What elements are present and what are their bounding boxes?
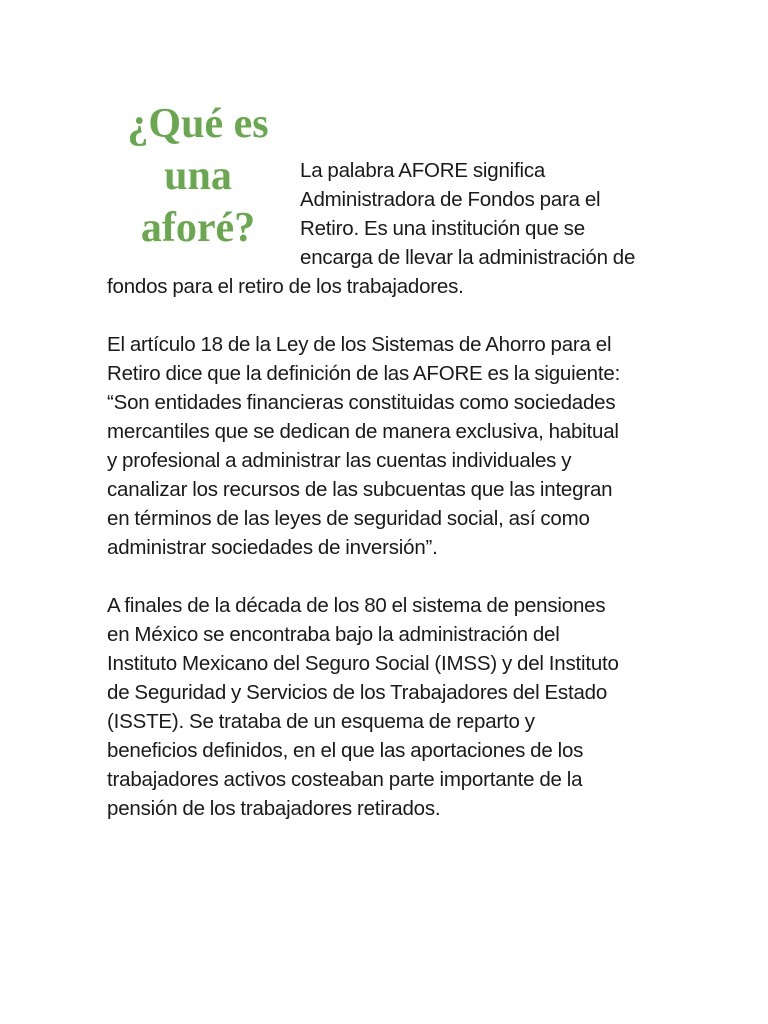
text-line: La palabra AFORE significa	[300, 159, 546, 182]
title-line: ¿Qué es	[127, 101, 269, 147]
intro-paragraph-wrapped	[300, 156, 680, 272]
text-line: canalizar los recursos de las subcuentas que las integran	[107, 478, 613, 501]
text-line: trabajadores activos costeaban parte importante de la	[107, 768, 583, 791]
text-line: beneficios definidos, en el que las aportaciones de los	[107, 739, 584, 762]
text-line: en términos de las leyes de seguridad social, así como	[107, 507, 590, 530]
text-line: (ISSTE). Se trataba de un esquema de reparto y	[107, 710, 535, 733]
text-line: mercantiles que se dedican de manera exclusiva, habitual	[107, 420, 619, 443]
text-line: “Son entidades financieras constituidas como sociedades	[107, 391, 616, 414]
text-line: Retiro. Es una institución que se	[300, 217, 585, 240]
text-line: de Seguridad y Servicios de los Trabajadores del Estado	[107, 681, 608, 704]
text-line: Administradora de Fondos para el	[300, 188, 601, 211]
paragraph-articulo-18	[107, 330, 687, 562]
page-title	[108, 98, 288, 254]
text-line: y profesional a administrar las cuentas individuales y	[107, 449, 572, 472]
text-line: El artículo 18 de la Ley de los Sistemas de Ahorro para el	[107, 333, 612, 356]
text-line: encarga de llevar la administración de	[300, 246, 636, 269]
title-line: aforé?	[140, 205, 256, 251]
intro-paragraph-tail	[107, 272, 687, 301]
text-line: pensión de los trabajadores retirados.	[107, 797, 441, 820]
paragraph-historia	[107, 591, 687, 823]
text-line: en México se encontraba bajo la administración del	[107, 623, 560, 646]
text-line: A finales de la década de los 80 el sistema de pensiones	[107, 594, 606, 617]
text-line: fondos para el retiro de los trabajadores.	[107, 275, 464, 298]
text-line: Instituto Mexicano del Seguro Social (IMSS) y del Instituto	[107, 652, 619, 675]
text-line: Retiro dice que la definición de las AFORE es la siguiente:	[107, 362, 621, 385]
text-line: administrar sociedades de inversión”.	[107, 536, 438, 559]
title-line: una	[164, 153, 232, 199]
